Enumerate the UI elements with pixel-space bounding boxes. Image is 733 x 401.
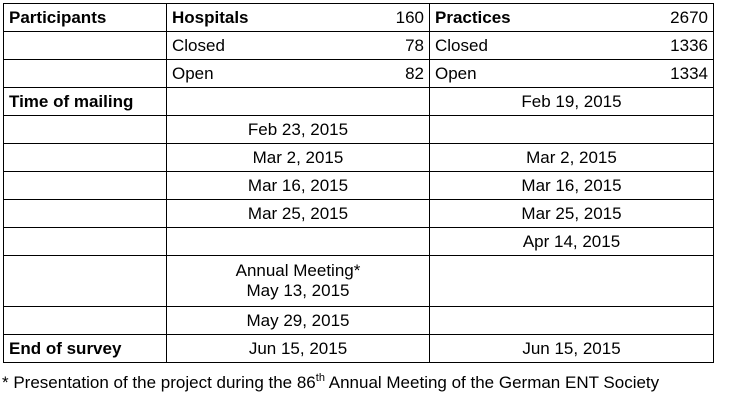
hospitals-open-cell [167, 60, 430, 88]
table-row [4, 144, 714, 172]
table-row [4, 228, 714, 256]
practices-closed-value: 1336 [670, 35, 708, 55]
practices-end-date: Jun 15, 2015 [430, 335, 714, 363]
empty-cell [4, 228, 167, 256]
practices-label: Practices [435, 7, 511, 27]
empty-cell [4, 172, 167, 200]
practices-mailing-date: Feb 19, 2015 [430, 88, 714, 116]
empty-cell [4, 200, 167, 228]
hospitals-label: Hospitals [172, 7, 249, 27]
annual-meeting-cell [167, 256, 430, 307]
hospitals-open-value: 82 [405, 63, 424, 83]
practices-open-cell [430, 60, 714, 88]
practices-closed-label: Closed [435, 35, 488, 55]
time-of-mailing-label: Time of mailing [4, 88, 167, 116]
empty-cell [4, 144, 167, 172]
participants-label: Participants [4, 4, 167, 32]
table-row [4, 172, 714, 200]
survey-table [3, 3, 714, 363]
hospitals-mailing-date [167, 88, 430, 116]
practices-mailing-date: Mar 2, 2015 [430, 144, 714, 172]
empty-cell [4, 60, 167, 88]
table-row [4, 256, 714, 307]
end-of-survey-label: End of survey [4, 335, 167, 363]
footnote [2, 373, 659, 393]
empty-cell [4, 307, 167, 335]
hospitals-closed-label: Closed [172, 35, 225, 55]
hospitals-mailing-date: Feb 23, 2015 [167, 116, 430, 144]
hospitals-mailing-date: May 29, 2015 [167, 307, 430, 335]
practices-mailing-date: Mar 25, 2015 [430, 200, 714, 228]
table-row [4, 88, 714, 116]
practices-open-label: Open [435, 63, 477, 83]
practices-closed-cell [430, 32, 714, 60]
footnote-suffix: Annual Meeting of the German ENT Society [324, 373, 660, 392]
hospitals-total: 160 [395, 7, 424, 27]
practices-mailing-date [430, 256, 714, 307]
practices-header-cell [430, 4, 714, 32]
empty-cell [4, 116, 167, 144]
practices-mailing-date [430, 307, 714, 335]
hospitals-closed-cell [167, 32, 430, 60]
practices-mailing-date: Mar 16, 2015 [430, 172, 714, 200]
practices-mailing-date [430, 116, 714, 144]
annual-meeting-label: Annual Meeting* [235, 261, 361, 280]
hospitals-mailing-date: Mar 16, 2015 [167, 172, 430, 200]
hospitals-mailing-date [167, 228, 430, 256]
hospitals-closed-value: 78 [405, 35, 424, 55]
footnote-superscript: th [315, 372, 325, 384]
table-row [4, 4, 714, 32]
table-row [4, 335, 714, 363]
table-row [4, 60, 714, 88]
footnote-prefix: * Presentation of the project during the 86 [2, 373, 316, 392]
practices-mailing-date: Apr 14, 2015 [430, 228, 714, 256]
empty-cell [4, 32, 167, 60]
annual-meeting-date: May 13, 2015 [246, 281, 350, 300]
practices-open-value: 1334 [670, 63, 708, 83]
hospitals-end-date: Jun 15, 2015 [167, 335, 430, 363]
table-row [4, 116, 714, 144]
hospitals-mailing-date: Mar 2, 2015 [167, 144, 430, 172]
table-row [4, 307, 714, 335]
hospitals-mailing-date: Mar 25, 2015 [167, 200, 430, 228]
hospitals-header-cell [167, 4, 430, 32]
table-row [4, 200, 714, 228]
table-row [4, 32, 714, 60]
empty-cell [4, 256, 167, 307]
hospitals-open-label: Open [172, 63, 214, 83]
practices-total: 2670 [670, 7, 708, 27]
